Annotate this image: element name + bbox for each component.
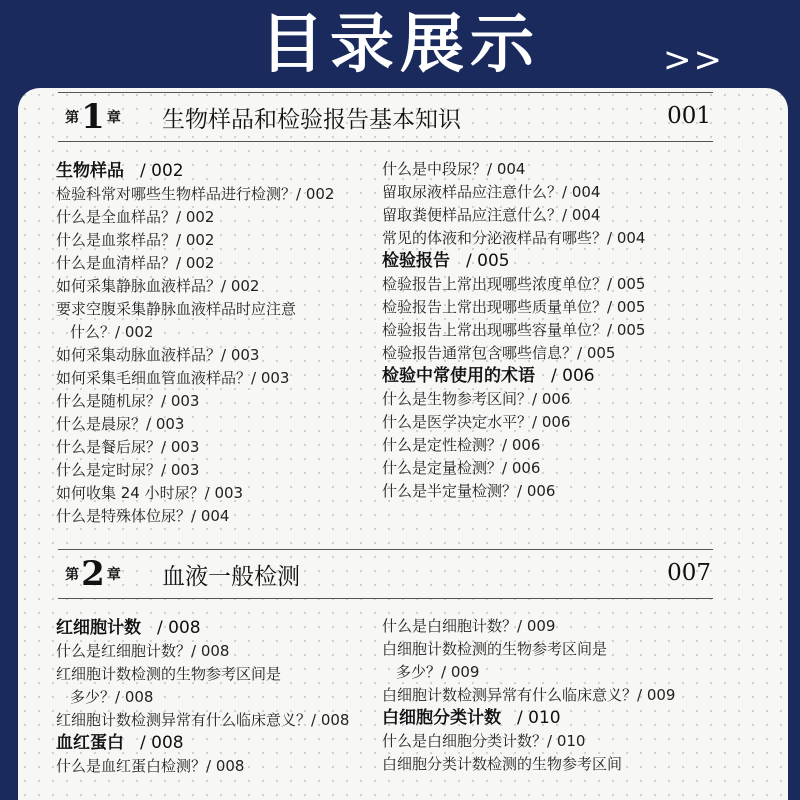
toc-entry: 检验报告上常出现哪些容量单位？/ 005 [382,321,646,339]
toc-entry: 如何收集 24 小时尿？/ 003 [56,484,244,502]
toc-entry: 什么是白细胞计数？/ 009 [382,617,556,635]
chapter-1-header [58,92,713,142]
chapter-1-left-column [56,160,334,528]
chapter-2-right-column [382,615,675,776]
toc-entry: 什么是中段尿？/ 004 [382,160,526,178]
page-banner-title: 目录展示 [260,7,540,82]
toc-entry: 红细胞计数检测异常有什么临床意义？/ 008 [56,711,350,729]
toc-section: 白细胞分类计数 / 010 [382,708,561,728]
toc-entry: 什么是随机尿？/ 003 [56,392,200,410]
toc-page [18,88,788,800]
toc-entry: 常见的体液和分泌液样品有哪些？/ 004 [382,229,646,247]
toc-section: 血红蛋白 / 008 [56,733,184,753]
toc-entry: 检验报告通常包含哪些信息？/ 005 [382,344,616,362]
toc-entry: 检验报告上常出现哪些浓度单位？/ 005 [382,275,646,293]
toc-entry: 如何采集静脉血液样品？/ 002 [56,277,260,295]
toc-entry: 什么是全血样品？/ 002 [56,208,215,226]
chapter-number: 1 [81,97,105,137]
toc-section: 检验中常使用的术语 / 006 [382,366,595,386]
chapter-2-header [58,549,713,599]
chapter-1-right-column [382,158,645,503]
toc-entry: 什么是特殊体位尿？/ 004 [56,507,230,525]
toc-entry: 什么是白细胞分类计数？/ 010 [382,732,586,750]
toc-entry: 什么是血清样品？/ 002 [56,254,215,272]
toc-entry: 多少？/ 009 [396,663,480,681]
toc-entry: 什么是定量检测？/ 006 [382,459,541,477]
chapter-prefix: 第 [65,110,80,126]
toc-section: 红细胞计数 / 008 [56,618,201,638]
toc-entry: 留取粪便样品应注意什么？/ 004 [382,206,601,224]
toc-entry: 留取尿液样品应注意什么？/ 004 [382,183,601,201]
chapter-suffix: 章 [106,567,121,583]
toc-entry: 什么是定性检测？/ 006 [382,436,541,454]
toc-entry: 什么是半定量检测？/ 006 [382,482,556,500]
toc-entry: 什么是晨尿？/ 003 [56,415,185,433]
chapter-1-badge [58,93,128,141]
chapter-suffix: 章 [106,110,121,126]
toc-entry: 什么是血浆样品？/ 002 [56,231,215,249]
toc-entry: 什么是血红蛋白检测？/ 008 [56,757,245,775]
toc-entry: 检验科常对哪些生物样品进行检测？/ 002 [56,185,335,203]
toc-entry: 白细胞分类计数检测的生物参考区间 [382,755,623,773]
toc-section: 生物样品 / 002 [56,161,184,181]
chapter-1-title: 生物样品和检验报告基本知识 [162,107,461,133]
toc-entry: 什么是医学决定水平？/ 006 [382,413,571,431]
toc-entry: 什么是红细胞计数？/ 008 [56,642,230,660]
toc-section: 检验报告 / 005 [382,251,510,271]
toc-entry: 如何采集动脉血液样品？/ 003 [56,346,260,364]
toc-entry: 什么是定时尿？/ 003 [56,461,200,479]
toc-entry: 检验报告上常出现哪些质量单位？/ 005 [382,298,646,316]
toc-entry: 如何采集毛细血管血液样品？/ 003 [56,369,290,387]
toc-entry: 什么？/ 002 [70,323,154,341]
chapter-2-page: 007 [667,560,711,586]
chapter-2-badge [58,550,128,598]
chapter-number: 2 [81,554,105,594]
toc-entry: 什么是餐后尿？/ 003 [56,438,200,456]
chapter-1-page: 001 [667,103,711,129]
chapter-2-left-column [56,617,349,778]
chapter-prefix: 第 [65,567,80,583]
next-arrows-icon: >> [663,40,724,80]
toc-entry: 要求空腹采集静脉血液样品时应注意 [56,300,297,318]
toc-entry: 白细胞计数检测异常有什么临床意义？/ 009 [382,686,676,704]
toc-entry: 红细胞计数检测的生物参考区间是 [56,665,282,683]
chapter-2-title: 血液一般检测 [162,564,300,590]
toc-entry: 什么是生物参考区间？/ 006 [382,390,571,408]
toc-entry: 多少？/ 008 [70,688,154,706]
toc-entry: 白细胞计数检测的生物参考区间是 [382,640,608,658]
